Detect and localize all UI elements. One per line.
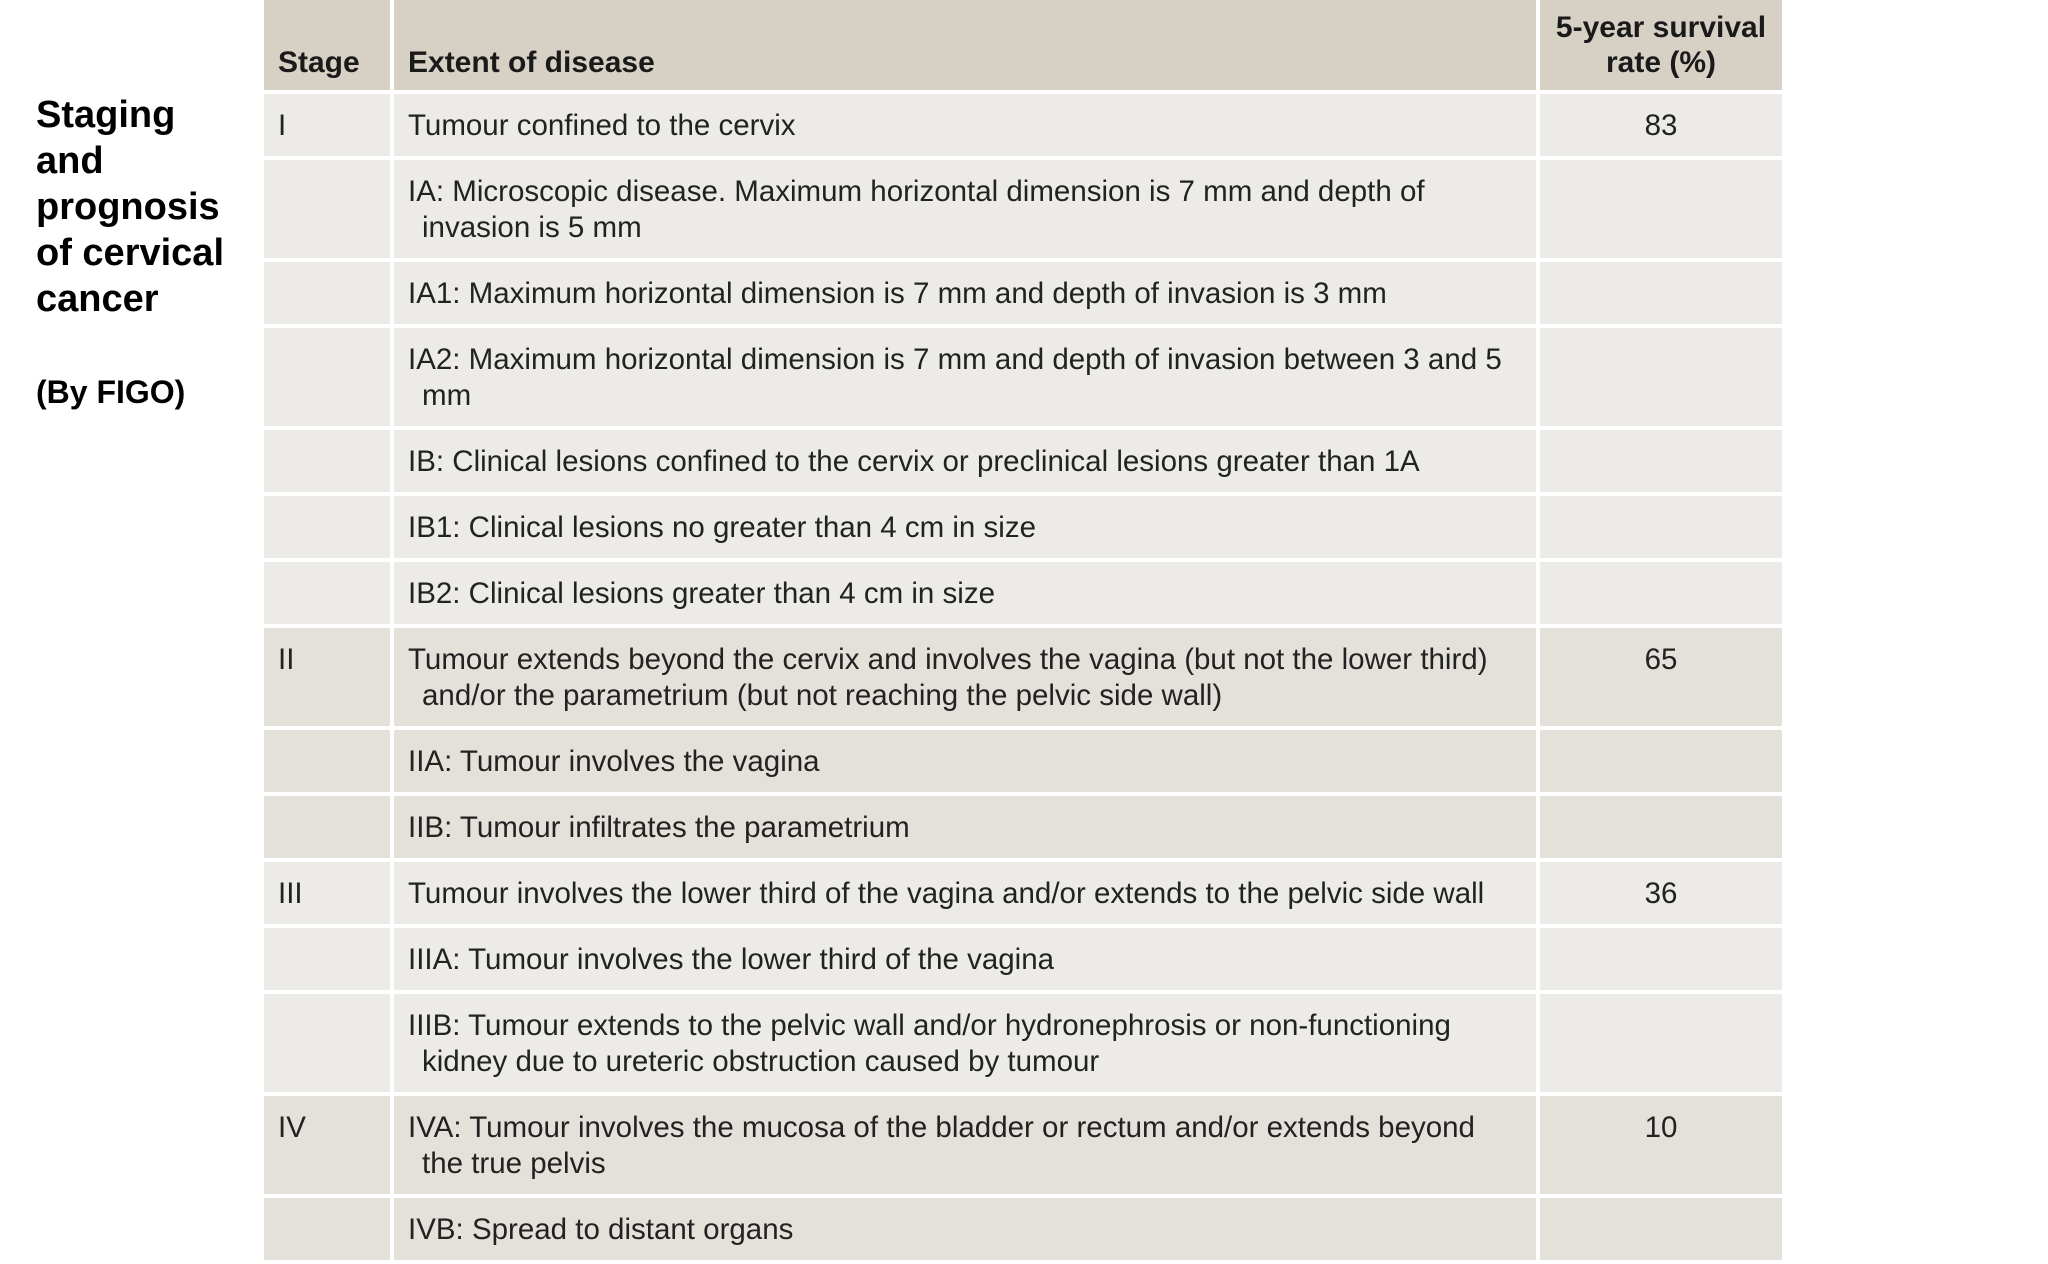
slide-subtitle: (By FIGO) bbox=[36, 374, 186, 410]
stage-cell bbox=[264, 428, 392, 494]
extent-cell bbox=[392, 1094, 1538, 1196]
extent-cell bbox=[392, 560, 1538, 626]
column-header-extent: Extent of disease bbox=[392, 0, 1538, 92]
slide-title-line: of cervical bbox=[36, 232, 224, 274]
table-row bbox=[264, 494, 1784, 560]
extent-cell bbox=[392, 494, 1538, 560]
survival-rate-cell bbox=[1538, 728, 1784, 794]
extent-text: IIIB: Tumour extends to the pelvic wall and/or hydronephrosis or non-functioning kidney due to ureteric obstruction caused by tumour bbox=[408, 1009, 1451, 1078]
extent-cell bbox=[392, 428, 1538, 494]
table-body bbox=[264, 92, 1784, 1262]
extent-text: IA1: Maximum horizontal dimension is 7 mm and depth of invasion is 3 mm bbox=[408, 277, 1387, 310]
table-row bbox=[264, 626, 1784, 728]
column-header-stage: Stage bbox=[264, 0, 392, 92]
extent-text: IVA: Tumour involves the mucosa of the bladder or rectum and/or extends beyond the true pelvis bbox=[408, 1111, 1475, 1180]
extent-cell bbox=[392, 926, 1538, 992]
table-row bbox=[264, 1094, 1784, 1196]
extent-text: IA: Microscopic disease. Maximum horizontal dimension is 7 mm and depth of invasion is 5 mm bbox=[408, 175, 1425, 244]
column-header-survival-rate: 5-year survival rate (%) bbox=[1538, 0, 1784, 92]
extent-cell bbox=[392, 728, 1538, 794]
extent-text: IA2: Maximum horizontal dimension is 7 mm and depth of invasion between 3 and 5 mm bbox=[408, 343, 1502, 412]
stage-cell bbox=[264, 794, 392, 860]
stage-cell bbox=[264, 728, 392, 794]
extent-text: Tumour confined to the cervix bbox=[408, 109, 796, 142]
table-header-row bbox=[264, 0, 1784, 92]
stage-cell bbox=[264, 326, 392, 428]
extent-cell bbox=[392, 92, 1538, 158]
stage-cell bbox=[264, 158, 392, 260]
extent-text: IIB: Tumour infiltrates the parametrium bbox=[408, 811, 910, 844]
stage-cell bbox=[264, 560, 392, 626]
extent-cell bbox=[392, 626, 1538, 728]
survival-rate-cell: 10 bbox=[1538, 1094, 1784, 1196]
table-row bbox=[264, 158, 1784, 260]
survival-rate-cell: 65 bbox=[1538, 626, 1784, 728]
table-row bbox=[264, 794, 1784, 860]
table-row bbox=[264, 728, 1784, 794]
survival-rate-cell bbox=[1538, 428, 1784, 494]
stage-cell bbox=[264, 992, 392, 1094]
survival-rate-cell bbox=[1538, 260, 1784, 326]
survival-rate-cell bbox=[1538, 494, 1784, 560]
survival-rate-cell: 83 bbox=[1538, 92, 1784, 158]
extent-cell bbox=[392, 794, 1538, 860]
stage-cell: IV bbox=[264, 1094, 392, 1196]
extent-text: IB: Clinical lesions confined to the cervix or preclinical lesions greater than 1A bbox=[408, 445, 1420, 478]
stage-cell: III bbox=[264, 860, 392, 926]
extent-text: IB2: Clinical lesions greater than 4 cm in size bbox=[408, 577, 995, 610]
table-row bbox=[264, 992, 1784, 1094]
stage-cell: II bbox=[264, 626, 392, 728]
survival-rate-cell: 36 bbox=[1538, 860, 1784, 926]
table-row bbox=[264, 560, 1784, 626]
slide-title-line: prognosis bbox=[36, 186, 220, 228]
survival-rate-cell bbox=[1538, 560, 1784, 626]
extent-cell bbox=[392, 860, 1538, 926]
extent-cell bbox=[392, 260, 1538, 326]
survival-rate-cell bbox=[1538, 158, 1784, 260]
table-row bbox=[264, 926, 1784, 992]
extent-text: Tumour extends beyond the cervix and involves the vagina (but not the lower third) and/or the parametrium (but not reaching the pelvic side wall) bbox=[408, 643, 1488, 712]
table-row bbox=[264, 1196, 1784, 1262]
stage-cell bbox=[264, 926, 392, 992]
stage-cell bbox=[264, 260, 392, 326]
table-row bbox=[264, 260, 1784, 326]
slide-title bbox=[36, 92, 256, 322]
table-row bbox=[264, 428, 1784, 494]
slide-title-line: cancer bbox=[36, 278, 159, 320]
extent-text: IVB: Spread to distant organs bbox=[408, 1213, 794, 1246]
staging-table bbox=[264, 0, 1786, 1264]
extent-cell bbox=[392, 326, 1538, 428]
extent-cell bbox=[392, 158, 1538, 260]
survival-rate-cell bbox=[1538, 326, 1784, 428]
table-row bbox=[264, 860, 1784, 926]
slide-title-line: Staging bbox=[36, 94, 176, 136]
survival-rate-cell bbox=[1538, 1196, 1784, 1262]
extent-cell bbox=[392, 1196, 1538, 1262]
stage-cell bbox=[264, 494, 392, 560]
slide-title-line: and bbox=[36, 140, 104, 182]
stage-cell: I bbox=[264, 92, 392, 158]
extent-text: Tumour involves the lower third of the vagina and/or extends to the pelvic side wall bbox=[408, 877, 1485, 910]
table-row bbox=[264, 326, 1784, 428]
table-row bbox=[264, 92, 1784, 158]
survival-rate-cell bbox=[1538, 926, 1784, 992]
extent-text: IIA: Tumour involves the vagina bbox=[408, 745, 820, 778]
stage-cell bbox=[264, 1196, 392, 1262]
extent-text: IIIA: Tumour involves the lower third of the vagina bbox=[408, 943, 1055, 976]
extent-cell bbox=[392, 992, 1538, 1094]
survival-rate-cell bbox=[1538, 794, 1784, 860]
extent-text: IB1: Clinical lesions no greater than 4 cm in size bbox=[408, 511, 1036, 544]
survival-rate-cell bbox=[1538, 992, 1784, 1094]
